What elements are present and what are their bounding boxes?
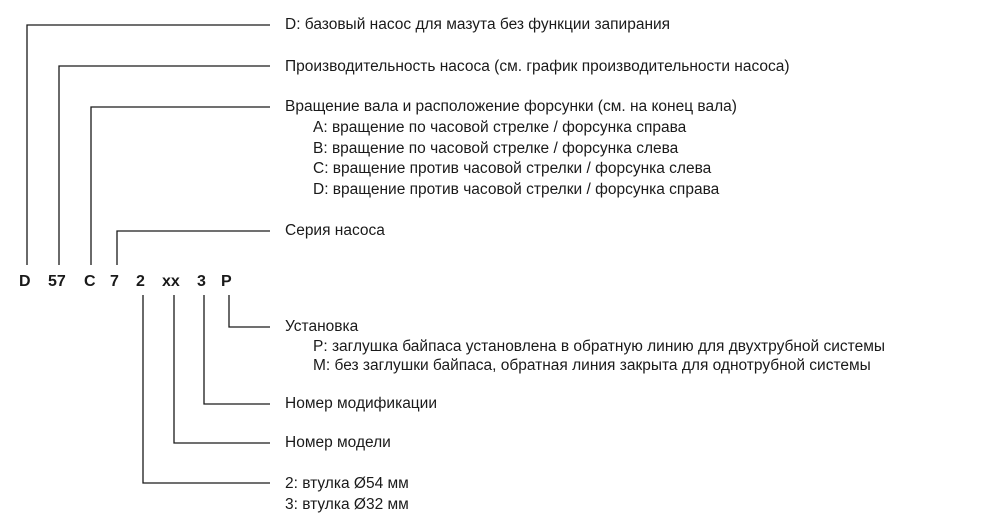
code-part-pump-type: D xyxy=(19,273,31,290)
label-model: Номер модели xyxy=(285,434,391,451)
label-modification: Номер модификации xyxy=(285,395,438,412)
code-part-installation: P xyxy=(221,273,232,290)
code-part-modification: 3 xyxy=(197,273,206,290)
label-rotation-option: D: вращение против часовой стрелки / форсунка справа xyxy=(313,181,720,198)
leader-line-bushing xyxy=(143,295,270,483)
label-installation-option: P: заглушка байпаса установлена в обратную линию для двухтрубной системы xyxy=(313,338,886,355)
label-pump-type: D: базовый насос для мазута без функции запирания xyxy=(285,16,671,33)
label-rotation-option: B: вращение по часовой стрелке / форсунка слева xyxy=(313,140,679,157)
leader-line-series xyxy=(117,231,270,265)
leader-line-rotation xyxy=(91,107,270,265)
leader-line-d xyxy=(27,25,270,265)
code-part-capacity: 57 xyxy=(48,273,66,290)
label-rotation-option: C: вращение против часовой стрелки / форсунка слева xyxy=(313,160,712,177)
code-part-series: 7 xyxy=(110,273,119,290)
label-bushing-option: 2: втулка Ø54 мм xyxy=(285,475,409,492)
label-rotation-option: A: вращение по часовой стрелке / форсунка справа xyxy=(313,119,687,136)
code-part-bushing: 2 xyxy=(136,273,145,290)
label-capacity: Производительность насоса (см. график производительности насоса) xyxy=(285,58,790,75)
leader-line-modification xyxy=(204,295,270,404)
label-installation-option: M: без заглушки байпаса, обратная линия закрыта для однотрубной системы xyxy=(313,357,871,374)
code-part-model: xx xyxy=(162,273,180,290)
label-series: Серия насоса xyxy=(285,222,385,239)
leader-line-model xyxy=(174,295,270,443)
leader-line-installation xyxy=(229,295,270,327)
code-part-rotation: C xyxy=(84,273,96,290)
label-rotation-title: Вращение вала и расположение форсунки (см. на конец вала) xyxy=(285,98,737,115)
label-installation-title: Установка xyxy=(285,318,359,335)
label-bushing-option: 3: втулка Ø32 мм xyxy=(285,496,409,513)
